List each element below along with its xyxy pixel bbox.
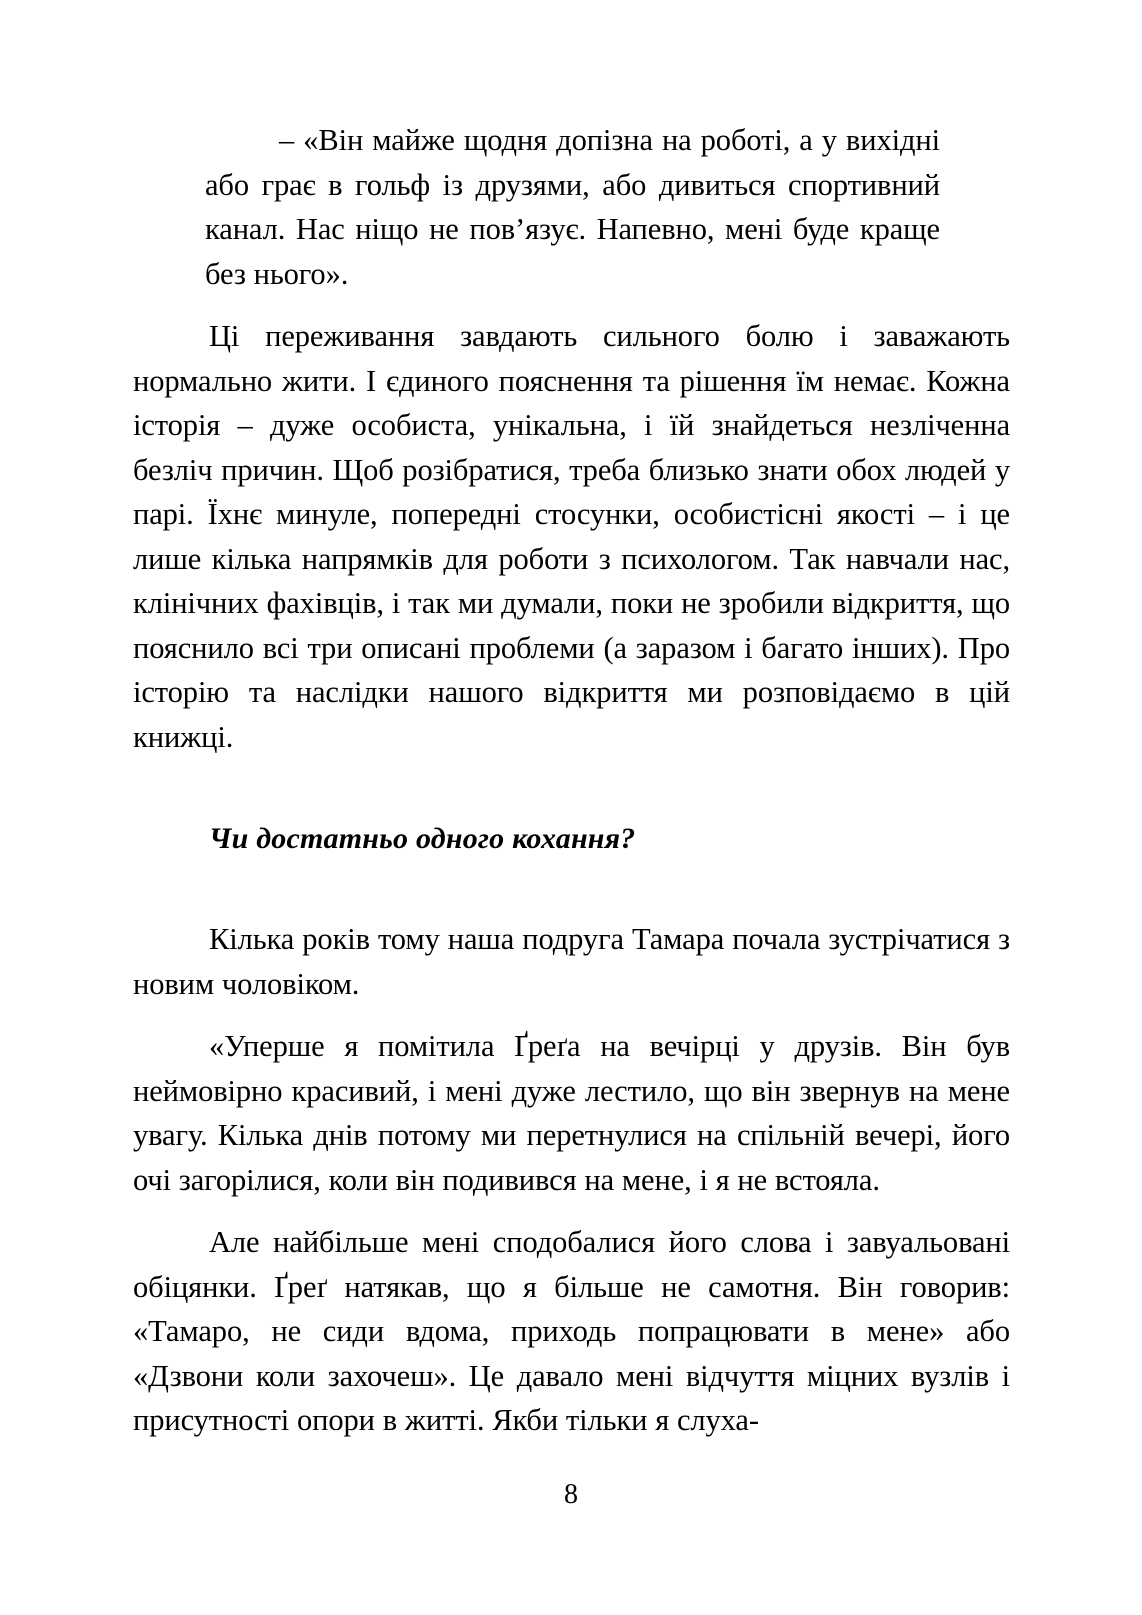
paragraph-gap — [133, 296, 1010, 314]
heading-gap-below — [133, 859, 1010, 917]
section-heading-is-one-love-enough: Чи достатньо одного кохання? — [209, 822, 636, 855]
paragraph-quote-first-noticed-greg: «Уперше я помітила Ґреґа на вечірці у друзів. Він був неймовірно красивий, і мені дуже лестило, що він звернув на мене увагу. Кілька днів потому ми перетнулися на спільній вечері, його очі загорілися, коли він подивився на мене, і я не встояла. — [133, 1029, 1010, 1197]
paragraph-gap — [133, 1202, 1010, 1220]
paragraph-gap — [133, 1006, 1010, 1024]
paragraph-tamara-intro: Кілька років тому наша подруга Тамара почала зустрічатися з новим чоловіком. — [133, 922, 1010, 1001]
page-text-block — [133, 118, 1010, 1443]
paragraph-quote-his-words: Але найбільше мені сподобалися його слова і завуальовані обіцянки. Ґреґ натякав, що я більше не самотня. Він говорив: «Тамаро, не сиди вдома, приходь попрацювати в мене» або «Дзвони коли захочеш». Це давало мені відчуття міцних вузлів і присутності опори в житті. Якби тільки я слуха- — [133, 1225, 1010, 1437]
heading-gap-above — [133, 759, 1010, 819]
paragraph-these-experiences: Ці переживання завдають сильного болю і заважають нормально жити. І єдиного пояснення та рішення їм немає. Кожна історія – дуже особиста, унікальна, і їй знайдеться незліченна безліч причин. Щоб розібратися, треба близько знати обох людей у парі. Їхнє минуле, попередні стосунки, особистісні якості – і це лише кілька напрямків для роботи з психологом. Так навчали нас, клінічних фахівців, і так ми думали, поки не зробили відкриття, що пояснило всі три описані проблеми (а заразом і багато інших). Про історію та наслідки нашого відкриття ми розповідаємо в цій книжці. — [133, 319, 1010, 754]
paragraph-quote-him-late: – «Він майже щодня допізна на роботі, а у вихідні або грає в гольф із друзями, або дивиться спортивний канал. Нас ніщо не пов’язує. Напевно, мені буде краще без нього». — [205, 123, 940, 291]
page-number: 8 — [564, 1479, 578, 1510]
